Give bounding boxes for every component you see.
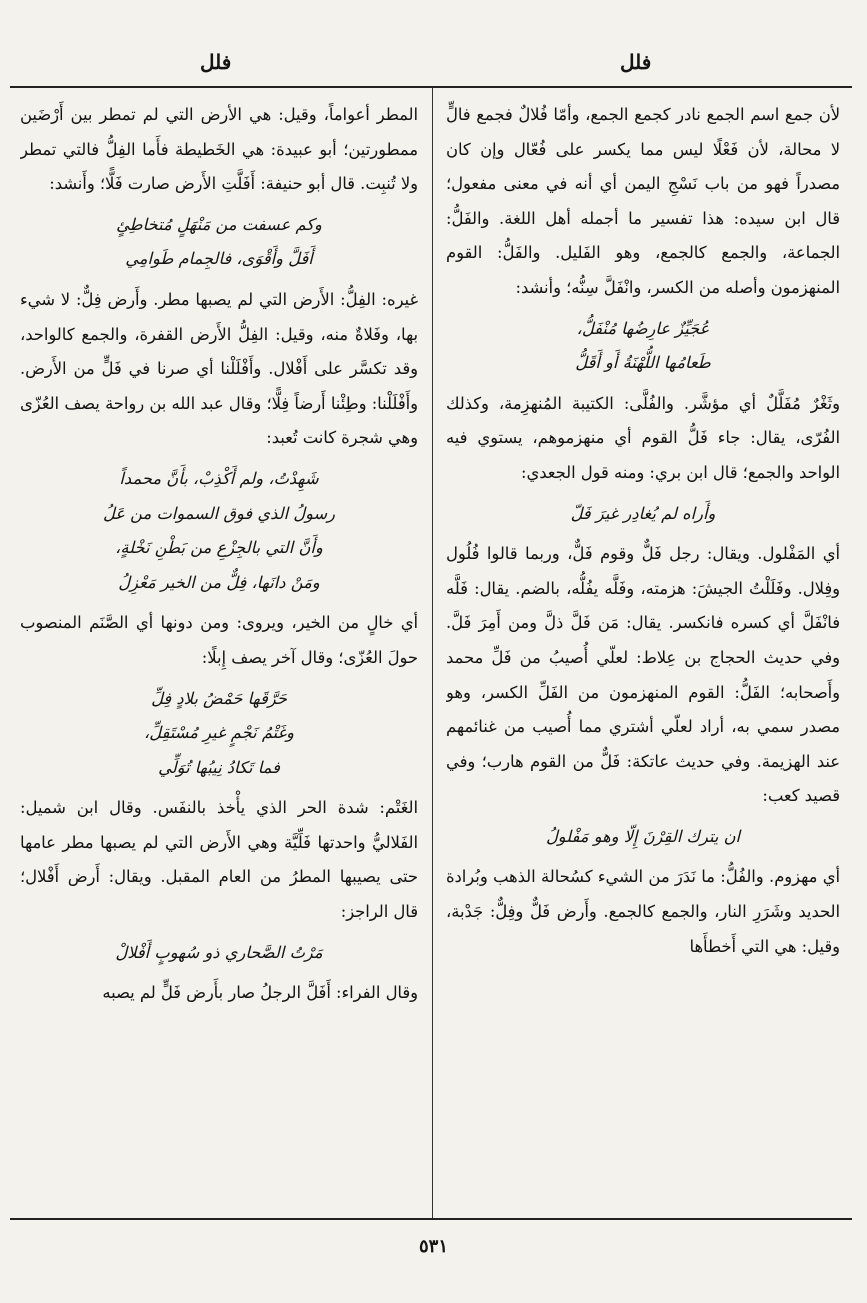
footer-rule — [10, 1218, 852, 1220]
verse-line: فما تَكادُ نِيبُها تُوَلِّي — [158, 757, 280, 777]
paragraph: وقال الفراء: أَفَلَّ الرجلُ صار بأَرض فَلٍّ لم يصبه — [102, 983, 418, 1003]
right-column — [446, 98, 840, 1214]
verse-line: طَعامُها اللُّهْنَةُ أَو أَقَلُّ — [575, 353, 711, 373]
running-header-left: فلل — [200, 50, 232, 74]
left-column — [20, 98, 418, 1214]
verse-line: وكم عسفت من مَنْهَلٍ مُتخاطِئٍ — [116, 214, 322, 234]
verse-line: ومَنْ دانَها، فِلٌّ من الخير مَعْزِلُ — [118, 572, 320, 592]
verse-line: وأَنَّ التي بالجِزْعِ من بَطْنِ نَخْلةٍ، — [115, 538, 323, 558]
verse-line: أَفَلَّ وأَقْوَى، فالجِمام طَوامِي — [125, 249, 313, 269]
verse-line: وغَتْمُ نَجْمٍ غيرِ مُسْتَقِلِّ، — [144, 723, 294, 743]
running-header-right: فلل — [620, 50, 652, 74]
verse-line: حَرَّقَها حَمْضُ بلادٍ فِلِّ — [151, 688, 287, 708]
verse-line: شَهِدْتُ، ولم أَكْذِبْ، بأَنَّ محمداً — [119, 468, 319, 488]
verse-line: رسولُ الذي فوق السموات من عَلُ — [102, 503, 336, 523]
verse-line: وأَراه لم يُغادِر غيرَ فَلّ — [570, 503, 716, 523]
paragraph: غيره: الفِلُّ: الأَرض التي لم يصبها مطر. وأَرض فِلٌّ: لا شيء بها، وفَلاةٌ منه، وقيل: الفِلُّ الأَرض القفرة، والجمع كالواحد، وقد تكسَّر على أَفْلال. وأَفْلَلْنا أي صرنا في فَلٍّ من الأَرض. وأَفْلَلْنا: وطِئْنا أَرضاً فِلًّا؛ وقال عبد الله بن رواحة يصف العُزّى وهي شجرة كانت تُعبد: — [20, 289, 418, 448]
paragraph: أي مهزوم. والفُلُّ: ما نَدَرَ من الشيء كسُحالة الذهب وبُرادة الحديد وشَرَرِ النار، والجمع كالجمع. وأَرض فَلٌّ وفِلٌّ: جَدْبة، وقيل: هي التي أَخطأَها — [446, 867, 840, 956]
paragraph: وثَغْرٌ مُفَلَّلٌ أي مؤشَّر. والفُلَّى: الكتيبة المُنهزِمة، وكذلك الفُرّى، يقال: جاء فَلُّ القوم أي منهزموهم، يستوي فيه الواحد والجمع؛ قال ابن بري: ومنه قول الجعدي: — [446, 393, 840, 482]
header-rule — [10, 86, 852, 88]
paragraph: الغَتْم: شدة الحر الذي يأْخذ بالنفَس. وقال ابن شميل: الفَلاليُّ واحدتها فَلِّيَّة وهي الأَرض التي لم يصبها مطر عامها حتى يصيبها المطرُ من العام المقبل. ويقال: أَرض أَفْلال؛ قال الراجز: — [20, 798, 418, 922]
paragraph: أي المَفْلول. ويقال: رجل فَلٌّ وقوم فَلٌّ، وربما قالوا فُلُول وفِلال. وفَلَلْتُ الجيشَ: هزمته، وفَلَّه يفُلُّه، بالضم. يقال: فَلَّه فانْفَلَّ أي كسره فانكسر. يقال: مَن فَلَّ ذلَّ ومن أَمِرَ فَلَّ. وفي حديث الحجاج بن عِلاط: لعلّي أُصيبُ من فَلِّ محمد وأَصحابه؛ الفَلُّ: القوم المنهزمون من الفَلِّ الكسر، وهو مصدر سمي به، أراد لعلّي أشتري مما أُصيب من غنائمهم عند الهزيمة. وفي حديث عاتكة: فَلٌّ من القوم هارب؛ وفي قصيد كعب: — [446, 544, 840, 806]
verse-line: عُجَيِّزٌ عارِضُها مُنْفَلُّ، — [576, 318, 710, 338]
column-divider — [432, 88, 433, 1218]
paragraph: المطر أعواماً، وقيل: هي الأرض التي لم تمطر بين أَرْضَين ممطورتين؛ أبو عبيدة: هي الخَطيطة فأَما الفِلُّ فالتي تمطر ولا تُنبِت. قال أبو حنيفة: أَفَلَّتِ الأَرض صارت فَلًّا؛ وأَنشد: — [20, 105, 418, 194]
paragraph: أي خالٍ من الخير، ويروى: ومن دونها أي الصَّنَم المنصوب حولَ العُزّى؛ وقال آخر يصف إِبلًا: — [20, 613, 418, 667]
page-number: ٥٣١ — [418, 1236, 448, 1257]
verse-line: ان يترك القِرْنَ إِلّا وهو مَفْلولُ — [545, 826, 741, 846]
verse-line: مَرْتُ الصَّحاري ذو سُهوبٍ أَفْلالْ — [115, 942, 323, 962]
paragraph: لأن جمع اسم الجمع نادر كجمع الجمع، وأمّا فُلالٌ فجمع فالٍّ لا محالة، لأن فَعْلًا ليس مما يكسر على فُعّال وإن كان مصدراً فهو من باب نَسْجِ اليمن أي أنه في معنى مفعول؛ قال ابن سيده: هذا تفسير ما أجمله أهل اللغة. والفَلُّ: الجماعة، والجمع كالجمع، وهو الفَليل. والفَلُّ: القوم المنهزمون وأصله من الكسر، وانْفَلَّ سِنُّه؛ وأنشد: — [446, 105, 840, 297]
